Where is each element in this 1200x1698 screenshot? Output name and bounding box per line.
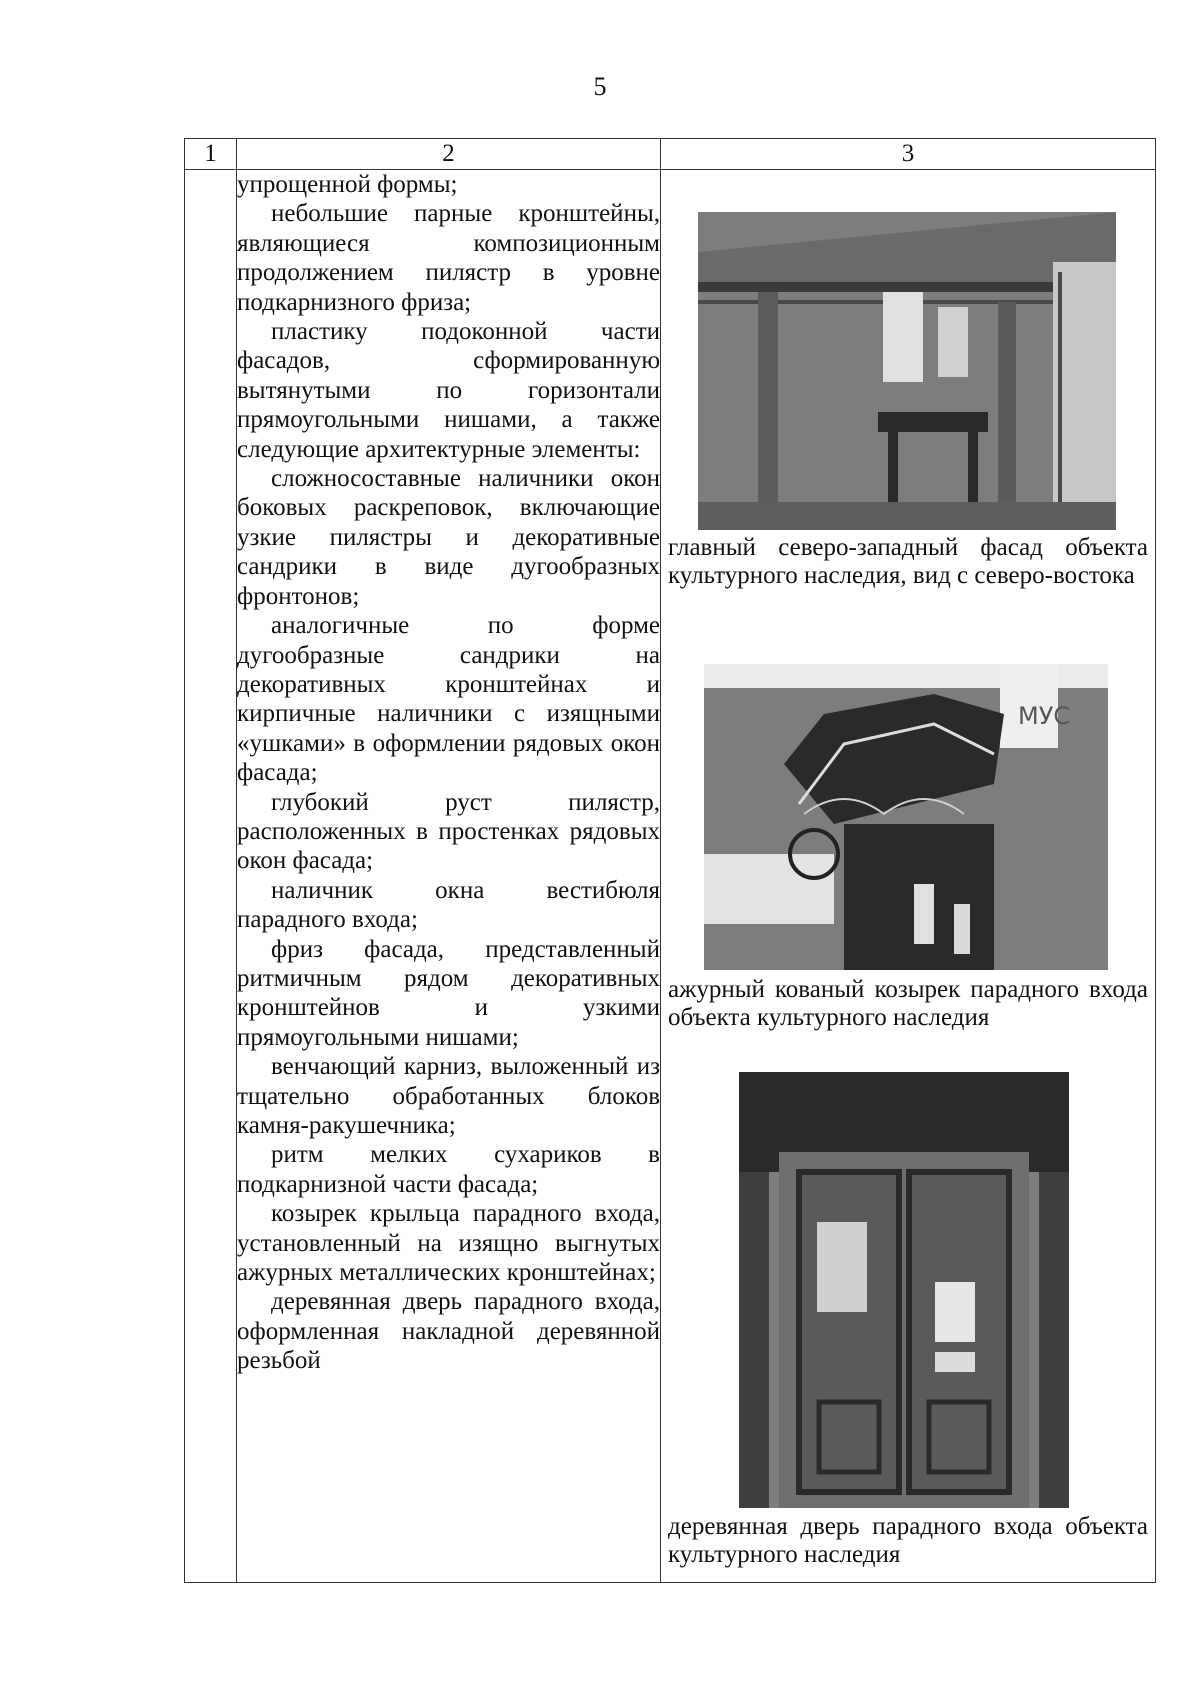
door-photo <box>739 1072 1069 1508</box>
header-cell-3: 3 <box>661 139 1156 170</box>
heritage-elements-table <box>184 138 1156 1583</box>
door-photo-graphic <box>739 1072 1069 1508</box>
element-item: деревянная дверь парадного входа, оформленная накладной деревянной резьбой <box>237 1288 660 1375</box>
element-item: наличник окна вестибюля парадного входа; <box>237 876 660 934</box>
table-body-row <box>185 170 1156 1583</box>
header-cell-1: 1 <box>185 139 237 170</box>
table-header-row <box>185 139 1156 170</box>
photos-cell <box>661 170 1156 1583</box>
page-number: 5 <box>593 72 607 101</box>
door-caption: деревянная дверь парадного входа объекта культурного наследия <box>668 1513 1148 1568</box>
element-item: упрощенной формы; <box>237 171 458 198</box>
element-item: небольшие парные кронштейны, являющиеся композиционным продолжением пилястр в уровне подкарнизного фриза; <box>237 200 660 316</box>
facade-caption: главный северо-западный фасад объекта культурного наследия, вид с северо-востока <box>668 534 1148 589</box>
svg-text:МУС: МУС <box>1018 702 1071 730</box>
element-item: сложносоставные наличники окон боковых раскреповок, включающие узкие пилястры и декоративные сандрики в виде дугообразных фронтонов; <box>237 465 660 610</box>
photos-column <box>661 170 1155 1582</box>
element-item: фриз фасада, представленный ритмичным рядом декоративных кронштейнов и узкими прямоугольными нишами; <box>237 935 660 1051</box>
number-cell <box>185 170 237 1583</box>
facade-photo <box>698 212 1116 530</box>
canopy-photo <box>704 664 1108 970</box>
canopy-caption: ажурный кованый козырек парадного входа объекта культурного наследия <box>668 976 1148 1031</box>
element-item: глубокий руст пилястр, расположенных в простенках рядовых окон фасада; <box>237 788 660 875</box>
element-item: ритм мелких сухариков в подкарнизной части фасада; <box>237 1141 660 1198</box>
header-cell-2: 2 <box>237 139 661 170</box>
facade-photo-graphic <box>698 212 1116 530</box>
canopy-photo-graphic <box>704 664 1108 970</box>
element-item: венчающий карниз, выложенный из тщательно обработанных блоков камня-ракушечника; <box>237 1053 660 1139</box>
description-cell <box>237 170 661 1583</box>
element-item: пластику подоконной части фасадов, сформированную вытянутыми по горизонтали прямоугольными нишами, а также следующие архитектурные элементы: <box>237 318 660 463</box>
element-item: аналогичные по форме дугообразные сандрики на декоративных кронштейнах и кирпичные наличники с изящными «ушками» в оформлении рядовых окон фасада; <box>237 612 660 787</box>
element-item: козырек крыльца парадного входа, установленный на изящно выгнутых ажурных металлических кронштейнах; <box>237 1200 660 1287</box>
